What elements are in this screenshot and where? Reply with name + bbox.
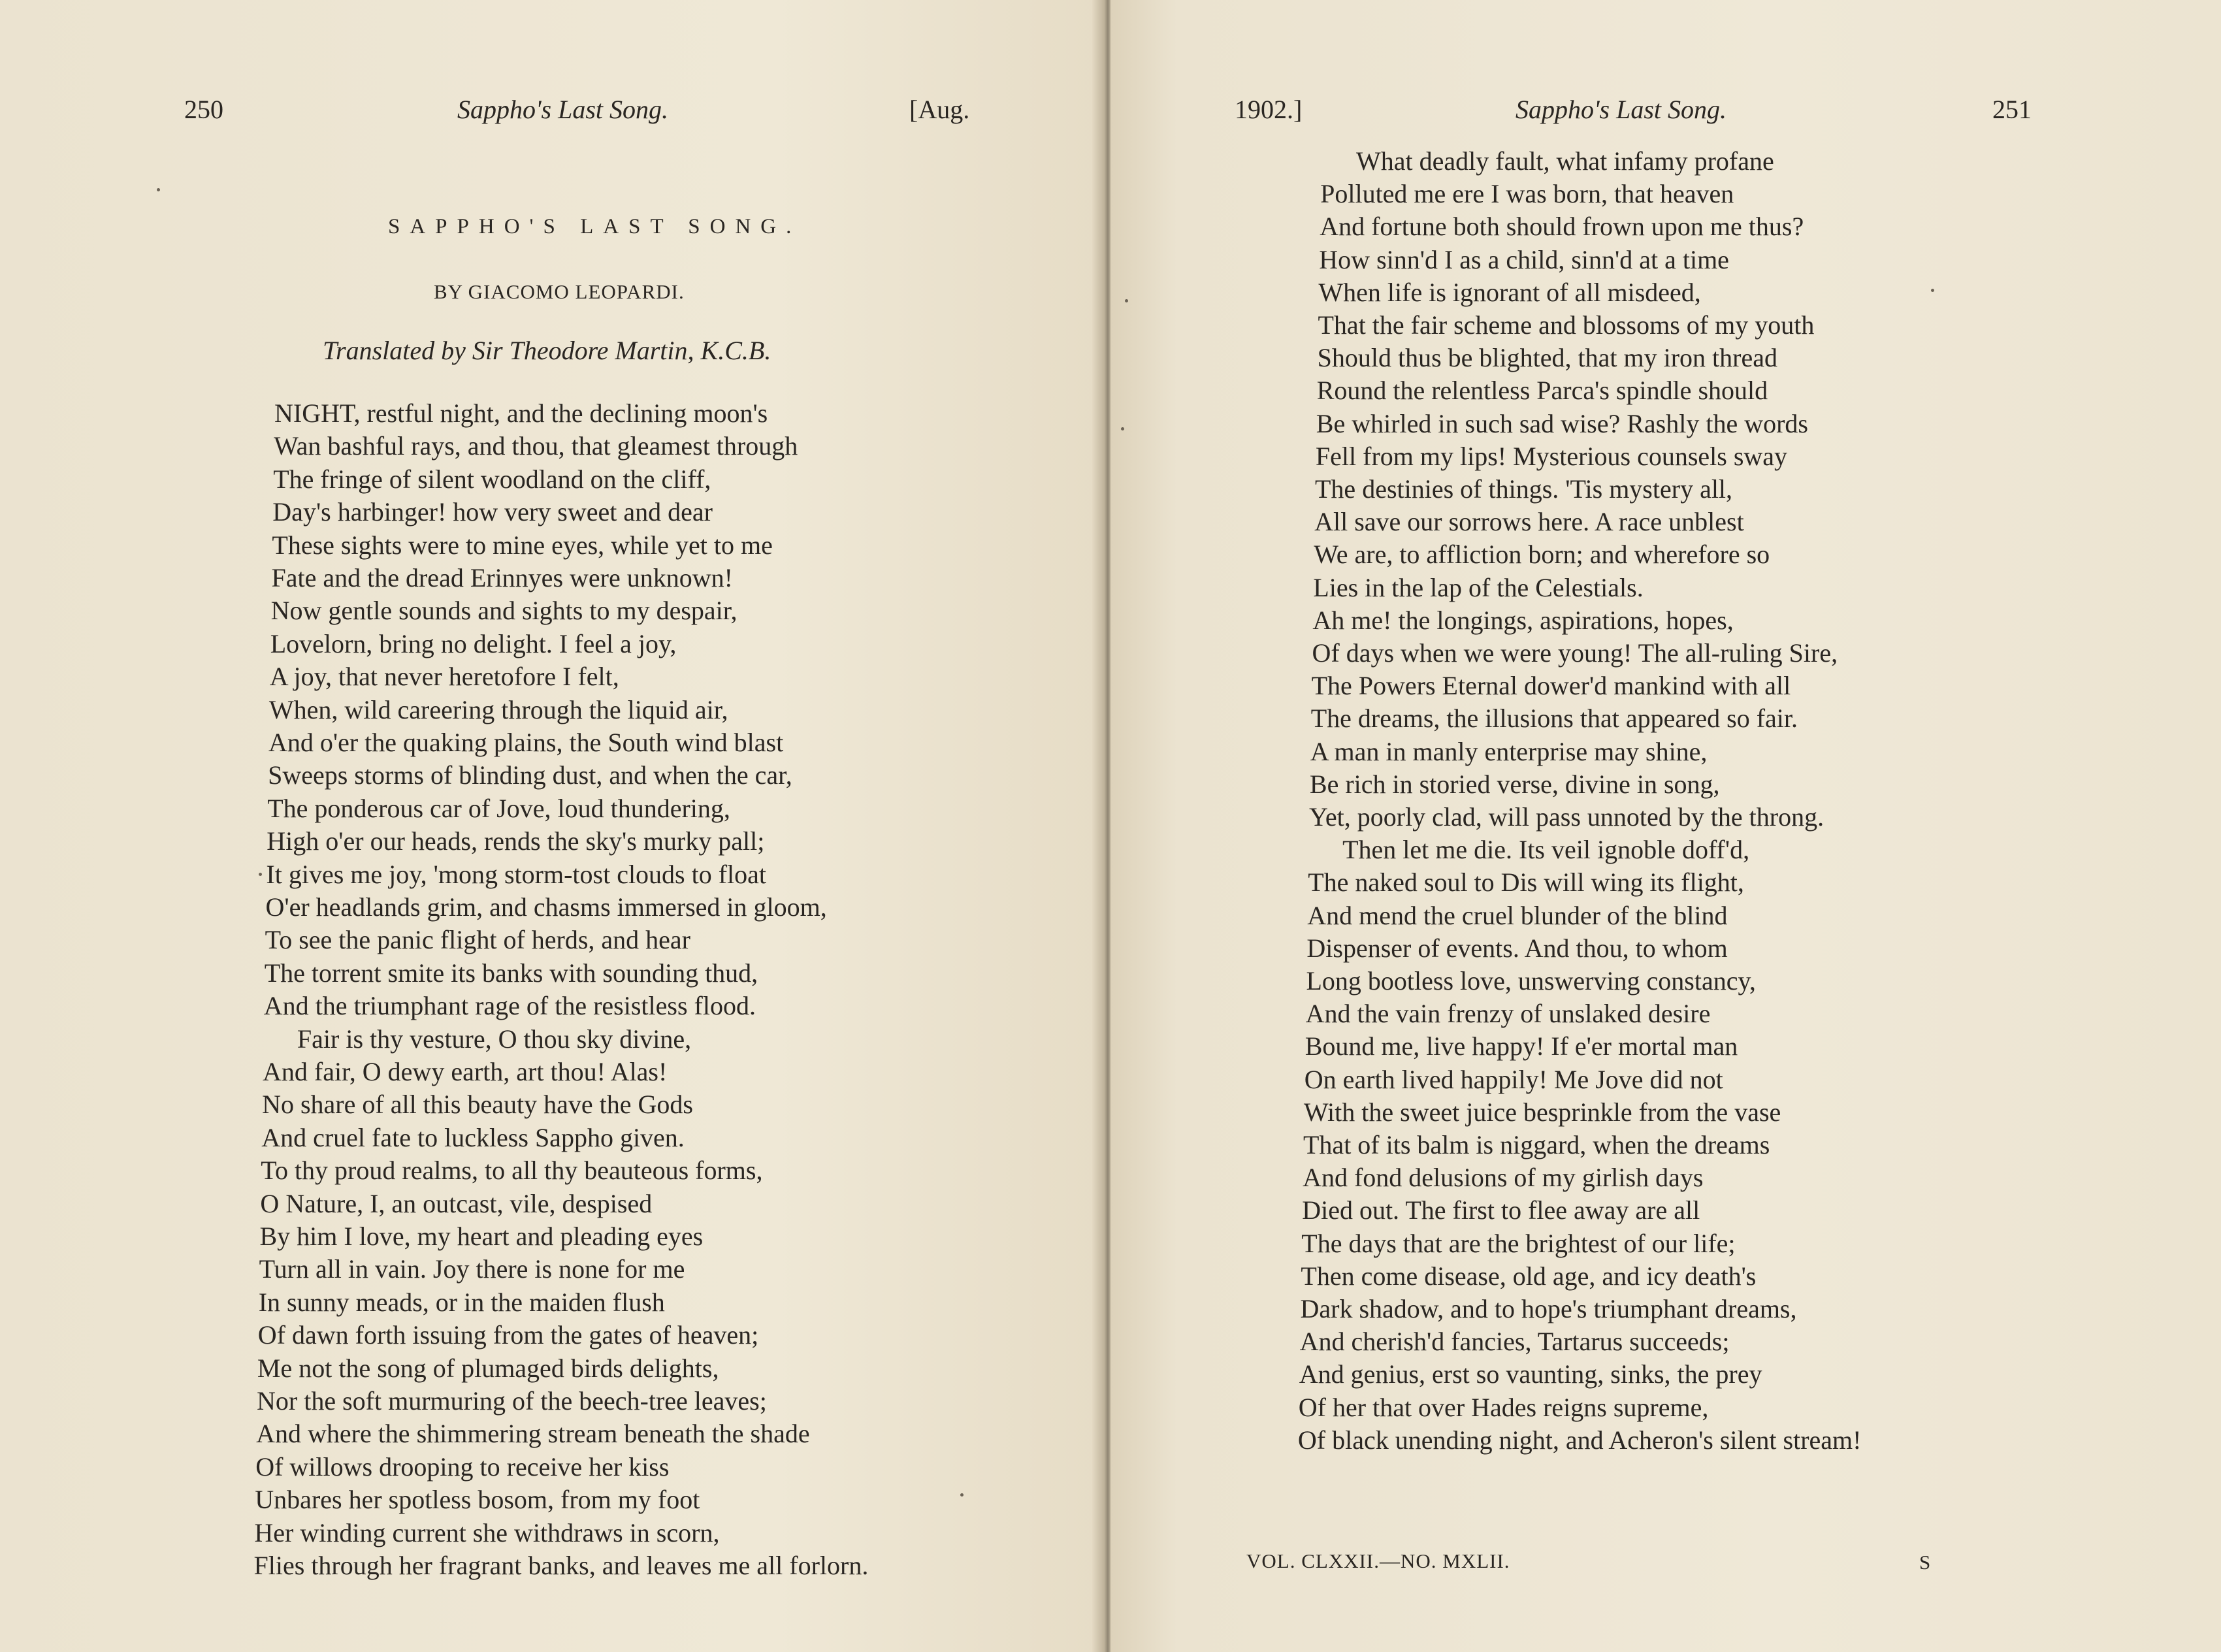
poem-line: Round the relentless Parca's spindle should — [1316, 376, 1768, 406]
poem-line: We are, to affliction born; and wherefore so — [1314, 540, 1770, 570]
poem-line: Should thus be blighted, that my iron thread — [1317, 343, 1777, 373]
poem-line: When, wild careering through the liquid air, — [268, 694, 728, 724]
poem-line: NIGHT, restful night, and the declining moon's — [274, 398, 768, 428]
poem-line: To see the panic flight of herds, and hear — [265, 925, 690, 955]
poem-line: O'er headlands grim, and chasms immersed in gloom, — [265, 892, 827, 922]
poem-line: No share of all this beauty have the Gods — [262, 1090, 693, 1120]
signature-mark: S — [1919, 1551, 1932, 1574]
poem-line: And the triumphant rage of the resistless flood. — [263, 991, 756, 1021]
poem-line: And cruel fate to luckless Sappho given. — [261, 1122, 685, 1152]
poem-line: A man in manly enterprise may shine, — [1310, 736, 1708, 766]
ink-speck — [259, 873, 262, 876]
poem-line: Bound me, live happy! If e'er mortal man — [1305, 1031, 1738, 1061]
poem-line: Dark shadow, and to hope's triumphant dreams, — [1300, 1294, 1797, 1323]
right-page — [1110, 0, 2221, 1652]
poem-line: Nor the soft murmuring of the beech-tree leaves; — [257, 1386, 767, 1416]
ink-speck — [1121, 427, 1124, 430]
poem-line: Flies through her fragrant banks, and leaves me all forlorn. — [253, 1551, 869, 1580]
poem-line: The torrent smite its banks with sounding thud, — [264, 958, 758, 988]
poem-line: And fortune both should frown upon me thus? — [1320, 212, 1804, 242]
poem-line: To thy proud realms, to all thy beauteous forms, — [261, 1156, 763, 1186]
ink-speck — [1931, 289, 1934, 292]
poem-line: On earth lived happily! Me Jove did not — [1304, 1064, 1723, 1094]
poem-line: The destinies of things. 'Tis mystery all, — [1315, 474, 1733, 504]
poem-line: Sweeps storms of blinding dust, and when the car, — [268, 760, 792, 790]
poem-line: That of its balm is niggard, when the dreams — [1303, 1130, 1770, 1159]
poem-line: Of dawn forth issuing from the gates of heaven; — [257, 1320, 759, 1350]
poem-line: And fair, O dewy earth, art thou! Alas! — [263, 1057, 668, 1086]
poem-line: And genius, erst so vaunting, sinks, the prey — [1299, 1359, 1762, 1389]
poem-line: O Nature, I, an outcast, vile, despised — [260, 1188, 653, 1218]
poem-line: By him I love, my heart and pleading eyes — [259, 1222, 704, 1251]
poem-line: And the vain frenzy of unslaked desire — [1305, 999, 1711, 1029]
poem-line: Wan bashful rays, and thou, that gleamest through — [274, 431, 798, 461]
poem-line: Me not the song of plumaged birds delights, — [257, 1353, 719, 1383]
poem-line: What deadly fault, what infamy profane — [1356, 146, 1774, 176]
poem-line: When life is ignorant of all misdeed, — [1318, 277, 1701, 307]
poem-line: Be whirled in such sad wise? Rashly the words — [1316, 408, 1808, 438]
poem-line: And o'er the quaking plains, the South wind blast — [268, 728, 784, 757]
date-marker-right: 1902.] — [1235, 95, 1303, 124]
poem-line: Then come disease, old age, and icy death's — [1301, 1261, 1757, 1291]
poem-line: Polluted me ere I was born, that heaven — [1320, 179, 1734, 209]
volume-footer: VOL. CLXXII.—NO. MXLII. — [1246, 1549, 1510, 1572]
poem-line: In sunny meads, or in the maiden flush — [258, 1287, 665, 1317]
poem-line: The days that are the brightest of our life; — [1301, 1228, 1736, 1258]
poem-line: How sinn'd I as a child, sinn'd at a time — [1319, 244, 1729, 274]
poem-line: Lies in the lap of the Celestials. — [1313, 572, 1644, 602]
poem-line: The Powers Eternal dower'd mankind with all — [1311, 671, 1791, 701]
poem-line: All save our sorrows here. A race unblest — [1314, 507, 1744, 537]
poem-line: A joy, that never heretofore I felt, — [269, 662, 619, 692]
poem-line: With the sweet juice besprinkle from the vase — [1303, 1097, 1781, 1127]
poem-title: SAPPHO'S LAST SONG. — [388, 215, 802, 238]
poem-line: These sights were to mine eyes, while yet to me — [272, 530, 773, 560]
poem-line: Turn all in vain. Joy there is none for me — [259, 1254, 685, 1284]
page-number-right: 251 — [1992, 95, 2032, 124]
running-title-right: Sappho's Last Song. — [1516, 95, 1727, 124]
poem-line: Died out. The first to flee away are all — [1302, 1195, 1700, 1225]
poem-line: Of her that over Hades reigns supreme, — [1298, 1392, 1709, 1422]
poem-line: Of days when we were young! The all-ruling Sire, — [1312, 638, 1838, 668]
poem-byline: BY GIACOMO LEOPARDI. — [434, 280, 685, 303]
poem-line: It gives me joy, 'mong storm-tost clouds to float — [266, 859, 767, 889]
poem-line: Now gentle sounds and sights to my despair, — [270, 596, 738, 626]
poem-line: And where the shimmering stream beneath the shade — [256, 1419, 810, 1449]
poem-line: Of black unending night, and Acheron's silent stream! — [1297, 1425, 1862, 1455]
poem-line: Dispenser of events. And thou, to whom — [1306, 933, 1728, 963]
initial-word: NIGHT, — [274, 398, 361, 428]
poem-line: Yet, poorly clad, will pass unnoted by the throng. — [1309, 802, 1824, 832]
poem-line: And mend the cruel blunder of the blind — [1307, 900, 1728, 930]
poem-line: The ponderous car of Jove, loud thundering, — [267, 793, 730, 823]
page-number-left: 250 — [184, 95, 223, 124]
poem-line: And fond delusions of my girlish days — [1303, 1163, 1704, 1193]
poem-line: Fair is thy vesture, O thou sky divine, — [297, 1024, 692, 1054]
left-page — [0, 0, 1104, 1652]
poem-line: Then let me die. Its veil ignoble doff'd, — [1342, 835, 1750, 865]
poem-line: Fate and the dread Erinnyes were unknown! — [271, 563, 733, 592]
poem-line: Long bootless love, unswerving constancy, — [1306, 966, 1756, 996]
poem-line: The fringe of silent woodland on the cliff, — [273, 464, 711, 494]
poem-line: Of willows drooping to receive her kiss — [255, 1451, 670, 1482]
poem-line: Her winding current she withdraws in scorn, — [254, 1517, 720, 1547]
poem-line: The dreams, the illusions that appeared so fair. — [1310, 704, 1798, 734]
poem-line: And cherish'd fancies, Tartarus succeeds; — [1299, 1327, 1730, 1357]
ink-speck — [157, 188, 160, 191]
ink-speck — [960, 1493, 964, 1497]
poem-line: Fell from my lips! Mysterious counsels sway — [1315, 441, 1788, 471]
poem-line: The naked soul to Dis will wing its flight, — [1308, 867, 1744, 898]
poem-line: Unbares her spotless bosom, from my foot — [255, 1485, 700, 1515]
poem-line: Lovelorn, bring no delight. I feel a joy, — [270, 628, 677, 658]
running-title-left: Sappho's Last Song. — [457, 95, 669, 124]
poem-line: Ah me! the longings, aspirations, hopes, — [1312, 605, 1734, 635]
poem-line: That the fair scheme and blossoms of my youth — [1318, 310, 1815, 340]
translator-credit: Translated by Sir Theodore Martin, K.C.B. — [323, 336, 771, 365]
date-marker-left: [Aug. — [909, 95, 970, 124]
poem-line: High o'er our heads, rends the sky's murky pall; — [267, 826, 765, 856]
ink-speck — [1125, 299, 1128, 302]
poem-line: Be rich in storied verse, divine in song, — [1309, 769, 1720, 799]
poem-line: Day's harbinger! how very sweet and dear — [272, 497, 713, 527]
